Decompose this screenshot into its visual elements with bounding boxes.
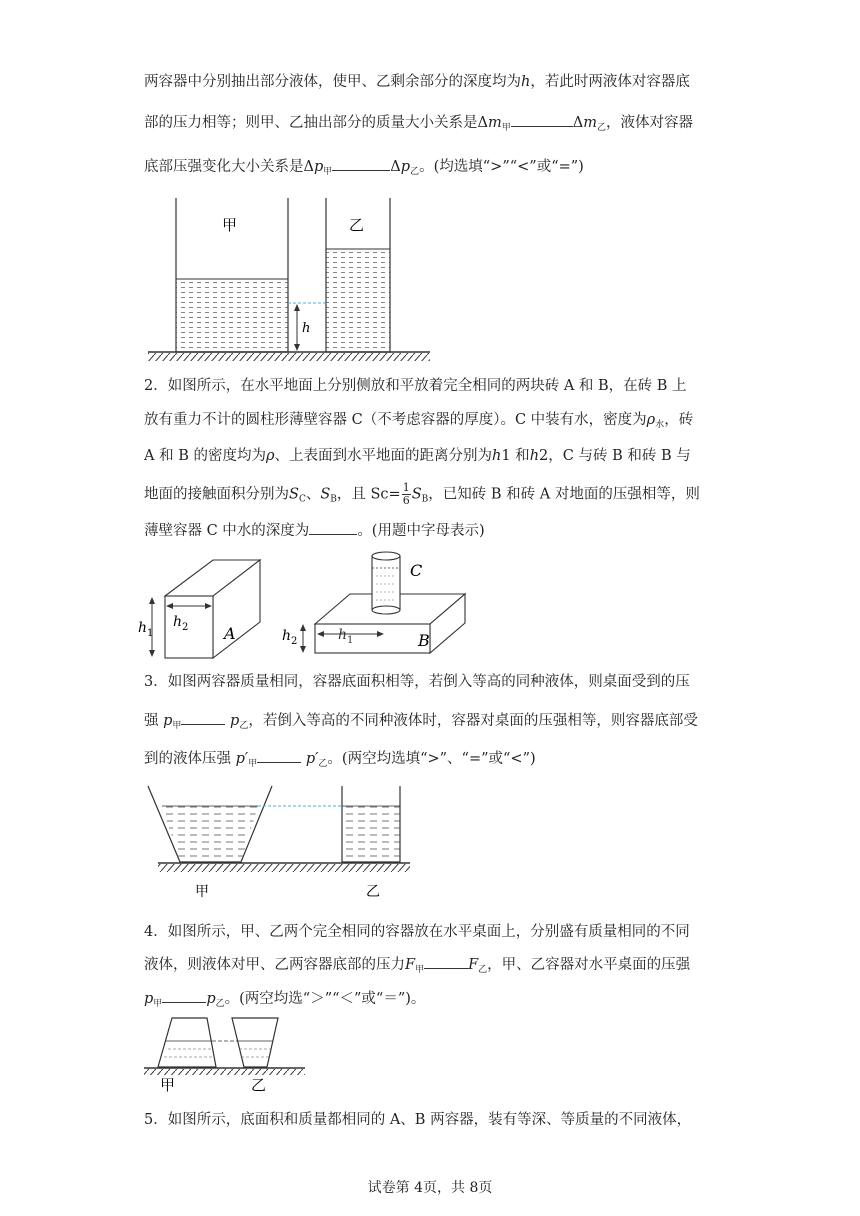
q3-line3 <box>144 748 536 774</box>
page-footer: 试卷第 4页，共 8页 <box>367 1180 493 1196</box>
q2-line4 <box>144 482 700 510</box>
q2-text: ，已知砖 B 和砖 A 对地面的压强相等，则 <box>428 486 700 503</box>
q2-line3 <box>144 446 691 466</box>
q1-line3 <box>144 156 584 182</box>
q2-label-h1-b: $h_1$ <box>338 627 354 646</box>
q1-text-end: ，液体对容器 <box>606 115 693 131</box>
q1-text: 底部压强变化大小关系是Δ <box>144 159 314 175</box>
q3-line1 <box>144 672 690 692</box>
q2-line1 <box>144 376 687 396</box>
q1-label-jia: 甲 <box>222 216 238 234</box>
q1-sub: 乙 <box>410 167 420 177</box>
q2-label-h2-a: $h_2$ <box>173 614 189 633</box>
q2-figure <box>140 548 470 663</box>
q2-text: 地面的接触面积分别为 <box>144 486 289 503</box>
q2-label-c: C <box>410 561 423 580</box>
q2-var-s: S <box>411 486 422 503</box>
q3-sub: 甲 <box>172 721 182 731</box>
q3-var-p: p <box>230 713 240 729</box>
q2-num: 1 <box>501 448 511 464</box>
q3-var-p: p′ <box>235 751 249 767</box>
q4-text: ，甲、乙容器对水平桌面的压强 <box>487 957 691 973</box>
q5-text: 5．如图所示，底面积和质量都相同的 A、B 两容器，装有等深、等质量的不同液体， <box>144 1112 692 1128</box>
q3-var-p: p <box>163 713 173 729</box>
q1-sub: 甲 <box>501 123 511 133</box>
q2-text: 2．如图所示，在水平地面上分别侧放和平放着完全相同的两块砖 A 和 B，在砖 B 上 <box>144 378 687 394</box>
q1-figure <box>140 195 440 365</box>
q1-delta: Δ <box>572 115 584 131</box>
q2-text: ，C 与砖 B 和砖 B 与 <box>548 448 691 464</box>
q4-label-yi: 乙 <box>251 1076 267 1094</box>
q2-frac-num: 1 <box>402 481 410 494</box>
q5-line1 <box>144 1110 691 1130</box>
q4-text: 液体，则液体对甲、乙两容器底部的压力 <box>144 957 405 973</box>
q4-blank-1[interactable] <box>424 954 468 969</box>
q2-text: 、上表面到水平地面的距离分别为 <box>274 448 492 464</box>
q2-text: 、 <box>305 486 321 503</box>
q1-text: 部的压力相等；则甲、乙抽出部分的质量大小关系是Δ <box>144 115 488 131</box>
q1-liquid-yi <box>326 249 390 352</box>
q4-line2 <box>144 954 690 980</box>
q3-figure <box>140 783 420 903</box>
q4-line3 <box>144 988 425 1014</box>
q1-var-m: m <box>487 115 502 131</box>
q1-blank-2[interactable] <box>332 156 390 171</box>
q3-text: 到的液体压强 <box>144 751 236 767</box>
q3-text: ，若倒入等高的不同种液体时，容器对桌面的压强相等，则容器底部受 <box>248 713 698 729</box>
q4-var-p: p <box>206 991 216 1007</box>
q2-sub: C <box>298 494 306 505</box>
q2-line2 <box>144 410 693 435</box>
q1-label-h: h <box>302 321 311 336</box>
q4-sub: 甲 <box>415 965 425 975</box>
q2-num: 2 <box>539 448 549 464</box>
q3-label-yi: 乙 <box>366 884 380 900</box>
q2-label-h1-a: $h_1$ <box>138 620 154 639</box>
q2-label-b: B <box>418 631 430 650</box>
q2-sub: B <box>421 494 429 505</box>
q4-text: 。(两空均选“＞”“＜”或“＝”)。 <box>224 991 426 1007</box>
q3-var-p: p′ <box>305 751 319 767</box>
q1-line1 <box>144 72 690 92</box>
q1-liquid-jia <box>176 279 288 352</box>
q3-blank-2[interactable] <box>257 748 301 763</box>
q3-blank-1[interactable] <box>181 710 225 725</box>
q2-text: 薄壁容器 C 中水的深度为 <box>144 523 310 539</box>
q2-var-h: h <box>529 448 540 464</box>
q1-text-end: 。(均选填“>”“<”或“=”) <box>419 159 584 175</box>
q4-line1 <box>144 922 690 942</box>
q4-text: 4．如图所示，甲、乙两个完全相同的容器放在水平桌面上，分别盛有质量相同的不同 <box>144 924 690 940</box>
q1-var-h: h <box>521 74 531 90</box>
q2-var-s: S <box>289 486 299 503</box>
q3-line2 <box>144 710 698 736</box>
q2-sub: 水 <box>655 420 665 430</box>
q2-frac-den: 6 <box>402 494 410 507</box>
q2-rho: ρ <box>646 412 656 428</box>
q2-text: 和 <box>510 448 530 464</box>
q2-blank[interactable] <box>309 520 357 535</box>
q1-var-m2: m <box>583 115 597 131</box>
q2-label-a: A <box>224 624 236 643</box>
q3-text: 强 <box>144 713 164 729</box>
q3-sub: 乙 <box>239 721 249 731</box>
q2-text: ，且 Sc= <box>336 486 401 503</box>
q2-text: A 和 B 的密度均为 <box>144 448 266 464</box>
q4-figure <box>140 1015 320 1095</box>
q4-var-f: F <box>468 957 479 973</box>
q4-sub: 乙 <box>215 999 225 1009</box>
q3-sub: 乙 <box>318 759 328 769</box>
q2-var-s: S <box>320 486 331 503</box>
q1-label-yi: 乙 <box>349 216 365 234</box>
q2-line5 <box>144 520 485 541</box>
q1-sub: 乙 <box>596 123 606 133</box>
q1-text-end: ，若此时两液体对容器底 <box>530 74 690 90</box>
q3-sub: 甲 <box>248 759 258 769</box>
q3-text: 3．如图两容器质量相同，容器底面积相等，若倒入等高的同种液体，则桌面受到的压 <box>144 674 690 690</box>
q1-blank-1[interactable] <box>511 112 573 127</box>
q2-var-h: h <box>492 448 502 464</box>
q3-label-jia: 甲 <box>195 884 209 900</box>
q1-delta: Δ <box>390 159 401 175</box>
q2-rho: ρ <box>265 448 275 464</box>
q1-sub: 甲 <box>323 167 333 177</box>
q1-var-p2: p <box>400 159 411 175</box>
q4-sub: 甲 <box>153 999 163 1009</box>
q4-blank-2[interactable] <box>162 988 206 1003</box>
q4-var-p: p <box>144 991 154 1007</box>
q2-text-end: ，砖 <box>664 412 694 428</box>
q2-text: 。(用题中字母表示) <box>357 523 485 539</box>
q1-var-p: p <box>313 159 324 175</box>
q1-text: 两容器中分别抽出部分液体，使甲、乙剩余部分的深度均为 <box>144 74 521 90</box>
q2-label-h2-b: $h_2$ <box>282 628 298 647</box>
q3-text: 。(两空均选填“>”、“=”或“<”) <box>327 751 536 767</box>
q4-sub: 乙 <box>478 965 488 975</box>
q1-line2 <box>144 112 693 138</box>
q2-text: 放有重力不计的圆柱形薄壁容器 C（不考虑容器的厚度）。C 中装有水，密度为 <box>144 412 647 428</box>
q4-label-jia: 甲 <box>160 1076 176 1094</box>
q4-var-f: F <box>405 957 416 973</box>
q2-sub: B <box>330 494 337 505</box>
q2-fraction <box>402 482 411 507</box>
